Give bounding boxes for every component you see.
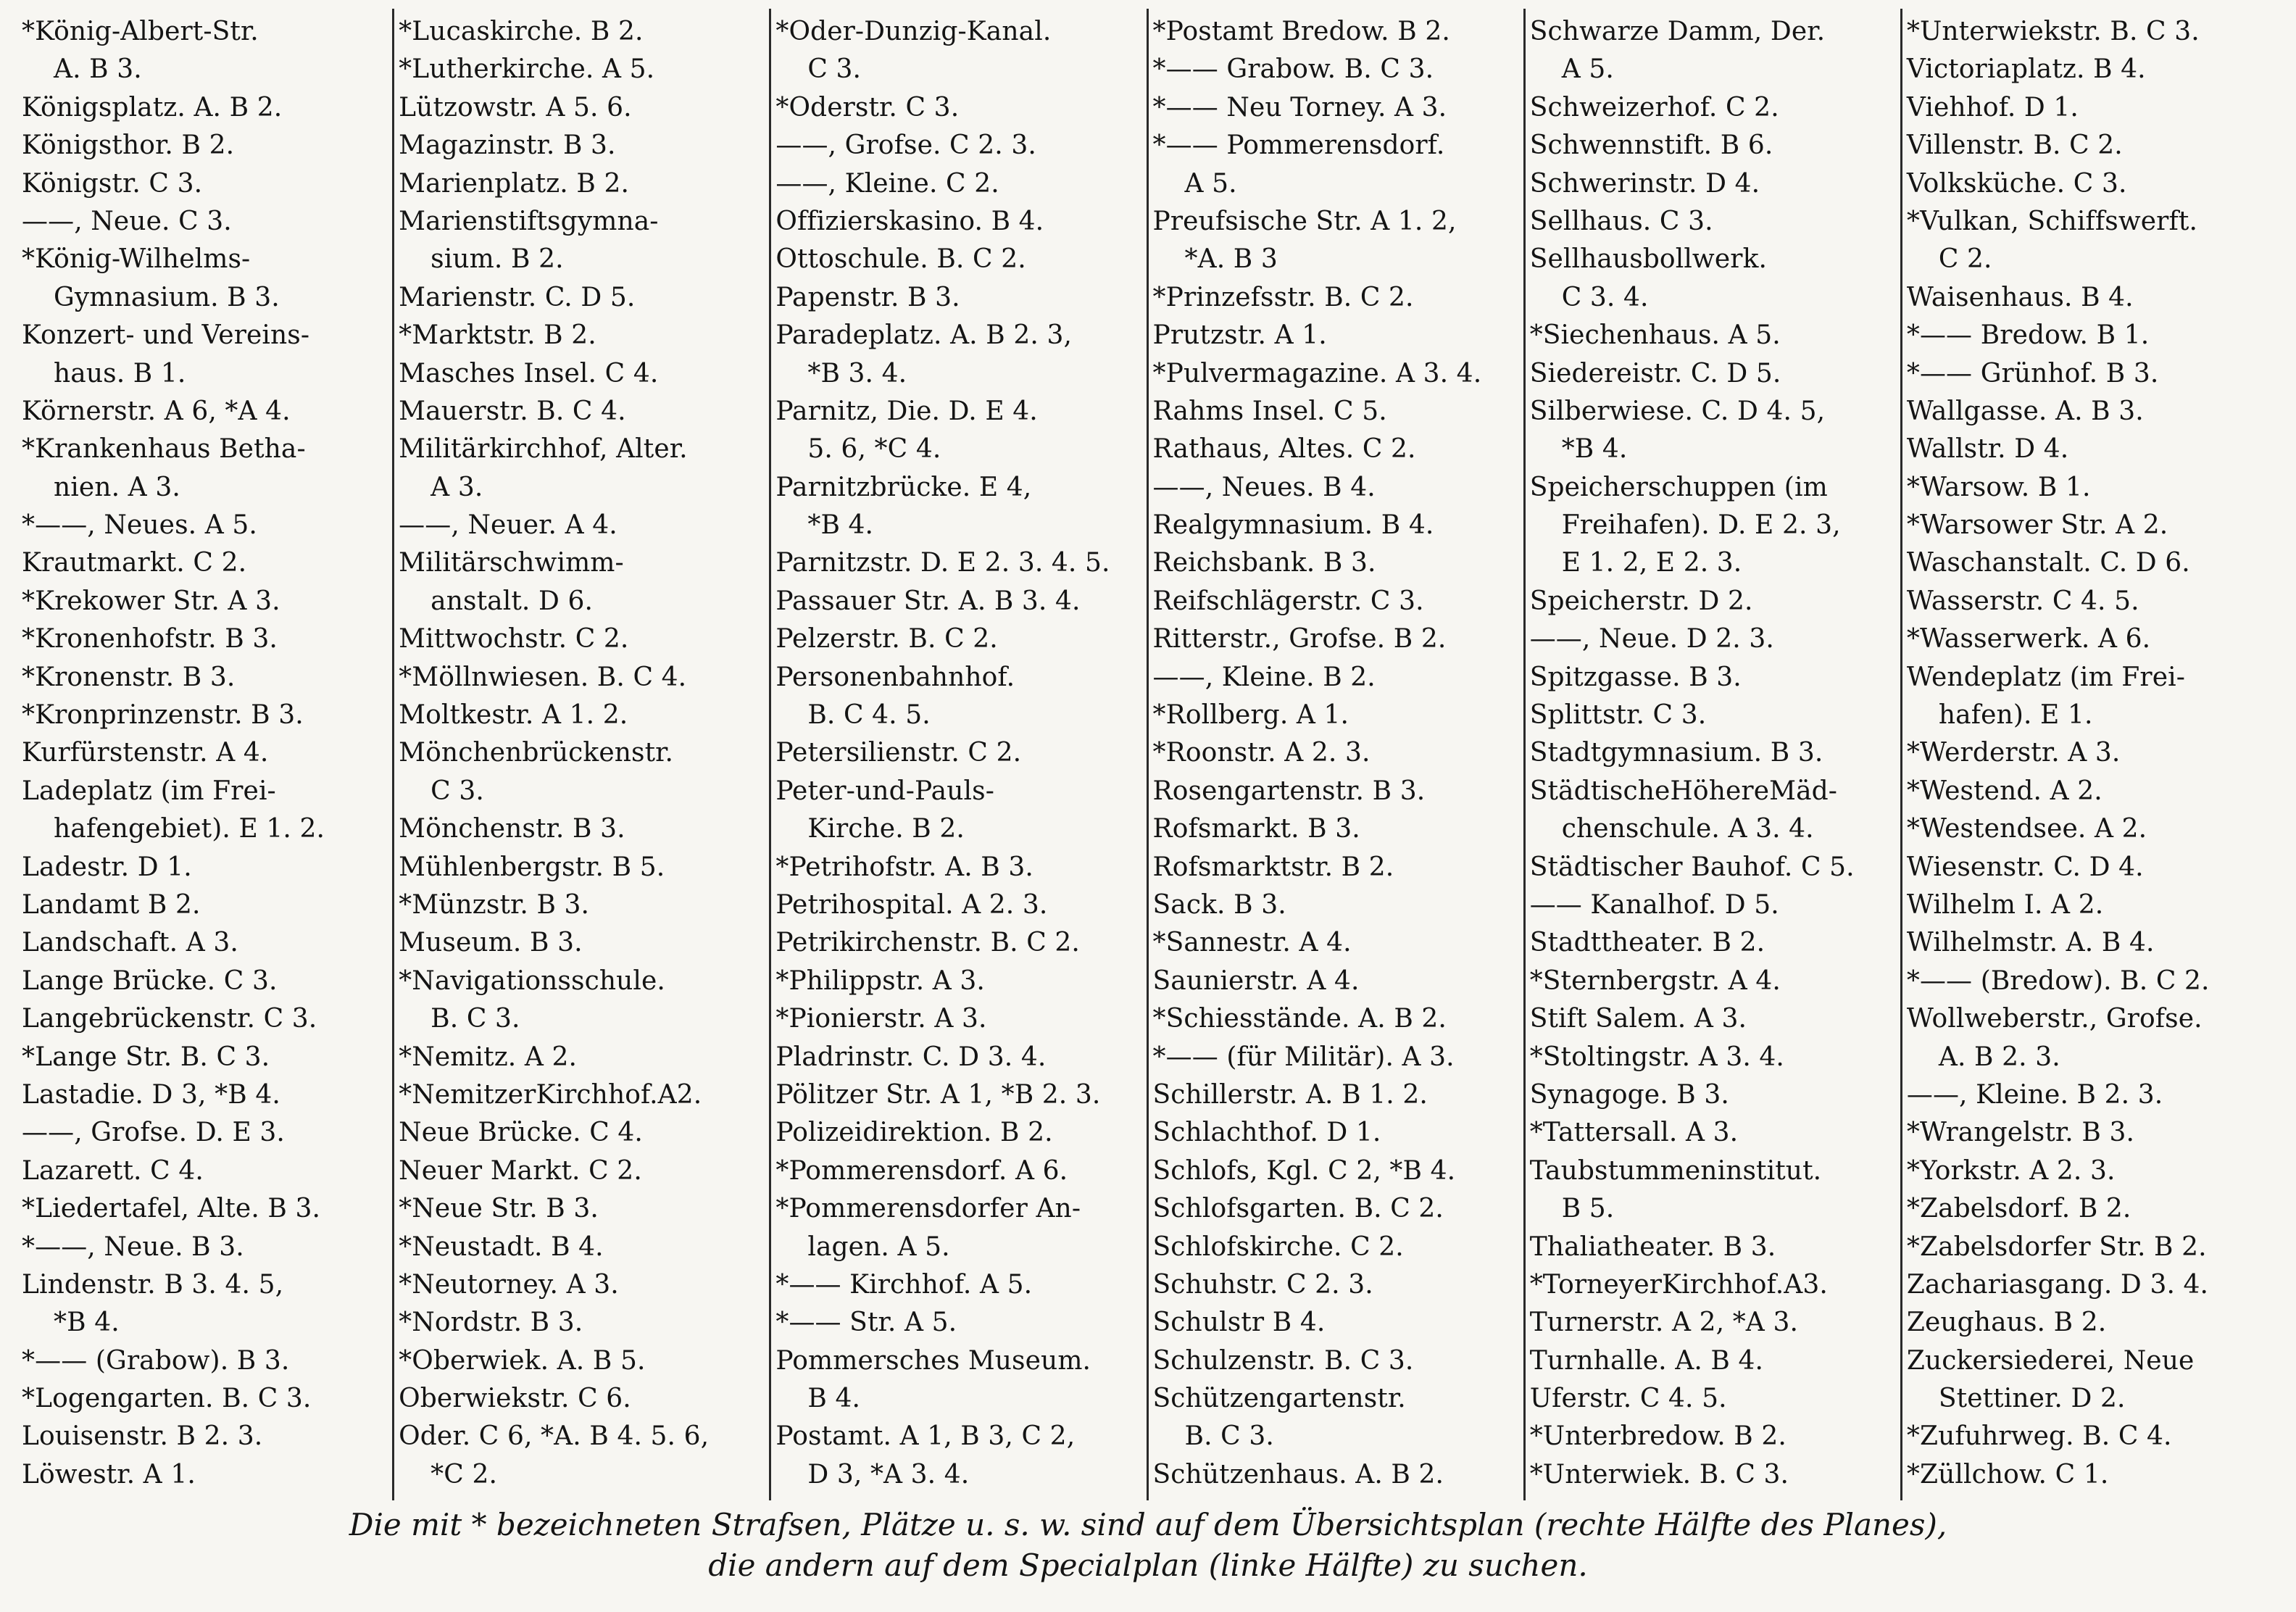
index-entry: Rahms Insel. C 5. xyxy=(1152,396,1387,426)
index-entry: Preufsische Str. A 1. 2, xyxy=(1152,206,1457,236)
index-entry: Pölitzer Str. A 1, *B 2. 3. xyxy=(775,1079,1101,1110)
index-entry: *Krekower Str. A 3. xyxy=(22,586,280,616)
index-entry: *—— Bredow. B 1. xyxy=(1906,320,2150,351)
index-entry: *—— Pommerensdorf. xyxy=(1152,130,1445,161)
index-entry: ——, Kleine. B 2. 3. xyxy=(1906,1079,2163,1110)
index-entry: Wilhelm I. A 2. xyxy=(1906,889,2104,920)
index-entry: Stift Salem. A 3. xyxy=(1529,1004,1747,1034)
index-entry: Waisenhaus. B 4. xyxy=(1906,282,2134,312)
index-entry: *Unterbredow. B 2. xyxy=(1529,1421,1787,1452)
index-entry: *Marktstr. B 2. xyxy=(399,320,596,351)
index-column-4 xyxy=(1149,9,1526,1500)
index-entry: Marienstiftsgymna- xyxy=(399,206,659,236)
index-entry: Stadttheater. B 2. xyxy=(1529,928,1765,958)
footnote xyxy=(19,1505,2277,1586)
index-entry: Reifschlägerstr. C 3. xyxy=(1152,586,1424,616)
index-entry: *—— Str. A 5. xyxy=(775,1308,957,1338)
index-entry: Zeughaus. B 2. xyxy=(1906,1308,2107,1338)
index-entry: Victoriaplatz. B 4. xyxy=(1906,54,2146,85)
index-entry: Siedereistr. C. D 5. xyxy=(1529,358,1781,389)
index-entry: Prutzstr. A 1. xyxy=(1152,320,1327,351)
index-entry: A 5. xyxy=(1561,54,1614,85)
index-entry: *König-Wilhelms- xyxy=(22,244,251,275)
index-entry: *Neutorney. A 3. xyxy=(399,1269,619,1300)
index-entry: C 3. xyxy=(430,776,484,806)
index-entry: ——, Neue. D 2. 3. xyxy=(1529,624,1774,655)
index-entry: Reichsbank. B 3. xyxy=(1152,548,1376,578)
index-entry: Parnitz, Die. D. E 4. xyxy=(775,396,1038,426)
index-entry: Rathaus, Altes. C 2. xyxy=(1152,434,1416,465)
index-entry: Stadtgymnasium. B 3. xyxy=(1529,738,1823,768)
index-entry: Schulstr B 4. xyxy=(1152,1308,1326,1338)
index-entry: Petrihospital. A 2. 3. xyxy=(775,889,1048,920)
index-entry: Kirche. B 2. xyxy=(807,814,965,844)
index-entry: Pelzerstr. B. C 2. xyxy=(775,624,998,655)
index-entry: haus. B 1. xyxy=(54,358,186,389)
index-entry: Militärschwimm- xyxy=(399,548,624,578)
index-entry: Mönchenbrückenstr. xyxy=(399,738,674,768)
index-entry: *TorneyerKirchhof.A3. xyxy=(1529,1269,1828,1300)
index-entry: chenschule. A 3. 4. xyxy=(1561,814,1814,844)
index-entry: *Pionierstr. A 3. xyxy=(775,1004,987,1034)
index-entry: A 3. xyxy=(430,472,483,502)
index-entry: *Nemitz. A 2. xyxy=(399,1042,578,1072)
index-entry: Wasserstr. C 4. 5. xyxy=(1906,586,2139,616)
index-column-1 xyxy=(19,9,394,1500)
index-entry: Lützowstr. A 5. 6. xyxy=(399,92,632,122)
index-entry: E 1. 2, E 2. 3. xyxy=(1561,548,1742,578)
index-entry: Kurfürstenstr. A 4. xyxy=(22,738,269,768)
index-entry: Schlofs, Kgl. C 2, *B 4. xyxy=(1152,1155,1456,1186)
index-entry: *Zufuhrweg. B. C 4. xyxy=(1906,1421,2172,1452)
index-entry: *Westend. A 2. xyxy=(1906,776,2102,806)
index-entry: Sellhaus. C 3. xyxy=(1529,206,1713,236)
index-entry: Moltkestr. A 1. 2. xyxy=(399,700,628,731)
index-entry: Schulzenstr. B. C 3. xyxy=(1152,1345,1414,1376)
index-entry: A. B 2. 3. xyxy=(1938,1042,2060,1072)
index-entry: Saunierstr. A 4. xyxy=(1152,965,1360,996)
index-entry: *Liedertafel, Alte. B 3. xyxy=(22,1194,321,1224)
index-entry: C 2. xyxy=(1938,244,1992,275)
index-entry: ——, Neues. B 4. xyxy=(1152,472,1376,502)
index-entry: *Oder-Dunzig-Kanal. xyxy=(775,17,1052,46)
index-entry: Masches Insel. C 4. xyxy=(399,358,659,389)
index-entry: —— Kanalhof. D 5. xyxy=(1529,889,1779,920)
index-entry: Ladestr. D 1. xyxy=(22,852,192,882)
index-entry: Lindenstr. B 3. 4. 5, xyxy=(22,1269,284,1300)
index-entry: Polizeidirektion. B 2. xyxy=(775,1118,1053,1148)
index-entry: *Prinzefsstr. B. C 2. xyxy=(1152,282,1414,312)
index-entry: nien. A 3. xyxy=(54,472,180,502)
index-entry: Louisenstr. B 2. 3. xyxy=(22,1421,263,1452)
index-entry: *Pommerensdorf. A 6. xyxy=(775,1155,1068,1186)
index-column-3 xyxy=(771,9,1148,1500)
index-entry: Waschanstalt. C. D 6. xyxy=(1906,548,2190,578)
index-entry: lagen. A 5. xyxy=(807,1231,950,1262)
index-entry: Freihafen). D. E 2. 3, xyxy=(1561,510,1841,541)
index-entry: B. C 3. xyxy=(1184,1421,1274,1452)
index-entry: *Warsow. B 1. xyxy=(1906,472,2091,502)
index-entry: Schwerinstr. D 4. xyxy=(1529,168,1760,199)
index-entry: Mühlenbergstr. B 5. xyxy=(399,852,665,882)
index-entry: *—— Neu Torney. A 3. xyxy=(1152,92,1447,122)
index-entry: *——, Neue. B 3. xyxy=(22,1231,244,1262)
index-entry: Schützenhaus. A. B 2. xyxy=(1152,1459,1444,1490)
index-entry: *—— (für Militär). A 3. xyxy=(1152,1042,1455,1072)
index-entry: C 3. xyxy=(807,54,862,85)
index-entry: Zuckersiederei, Neue xyxy=(1906,1345,2195,1376)
index-entry: Wallstr. D 4. xyxy=(1906,434,2069,465)
index-entry: *Züllchow. C 1. xyxy=(1906,1459,2109,1490)
index-entry: *Münzstr. B 3. xyxy=(399,889,590,920)
index-entry: B 4. xyxy=(807,1384,860,1414)
index-entry: Lange Brücke. C 3. xyxy=(22,965,278,996)
index-entry: *——, Neues. A 5. xyxy=(22,510,257,541)
index-entry: Schuhstr. C 2. 3. xyxy=(1152,1269,1373,1300)
index-entry: Mönchenstr. B 3. xyxy=(399,814,625,844)
index-entry: *Kronprinzenstr. B 3. xyxy=(22,700,304,731)
index-entry: *B 4. xyxy=(807,510,874,541)
index-entry: Landamt B 2. xyxy=(22,889,201,920)
index-entry: Sellhausbollwerk. xyxy=(1529,244,1768,275)
index-entry: Peter-und-Pauls- xyxy=(775,776,994,806)
index-entry: Marienplatz. B 2. xyxy=(399,168,629,199)
index-entry: ——, Neue. C 3. xyxy=(22,206,232,236)
index-entry: Schwarze Damm, Der. xyxy=(1529,17,1826,46)
index-entry: Marienstr. C. D 5. xyxy=(399,282,636,312)
index-entry: *Möllnwiesen. B. C 4. xyxy=(399,662,687,692)
index-entry: *Petrihofstr. A. B 3. xyxy=(775,852,1033,882)
index-entry: Körnerstr. A 6, *A 4. xyxy=(22,396,291,426)
index-entry: *Pulvermagazine. A 3. 4. xyxy=(1152,358,1482,389)
index-entry: *B 4. xyxy=(54,1308,120,1338)
index-entry: Sack. B 3. xyxy=(1152,889,1286,920)
index-entry: Villenstr. B. C 2. xyxy=(1906,130,2123,161)
index-entry: ——, Kleine. B 2. xyxy=(1152,662,1376,692)
index-entry: Rofsmarktstr. B 2. xyxy=(1152,852,1394,882)
index-entry: 5. 6, *C 4. xyxy=(807,434,941,465)
index-entry: *Lange Str. B. C 3. xyxy=(22,1042,270,1072)
index-entry: Speicherschuppen (im xyxy=(1529,472,1828,502)
index-entry: StädtischeHöhereMäd- xyxy=(1529,776,1838,806)
index-entry: *König-Albert-Str. xyxy=(22,17,259,46)
index-entry: Mittwochstr. C 2. xyxy=(399,624,629,655)
index-entry: Realgymnasium. B 4. xyxy=(1152,510,1434,541)
index-entry: *Siechenhaus. A 5. xyxy=(1529,320,1781,351)
index-entry: Schlachthof. D 1. xyxy=(1152,1118,1381,1148)
index-entry: Gymnasium. B 3. xyxy=(54,282,280,312)
index-entry: Taubstummeninstitut. xyxy=(1529,1155,1822,1186)
index-entry: hafen). E 1. xyxy=(1938,700,2093,731)
index-entry: Speicherstr. D 2. xyxy=(1529,586,1753,616)
index-entry: Lazarett. C 4. xyxy=(22,1155,204,1186)
index-entry: *A. B 3 xyxy=(1184,244,1278,275)
index-entry: Turnhalle. A. B 4. xyxy=(1529,1345,1764,1376)
index-entry: *Schiesstände. A. B 2. xyxy=(1152,1004,1447,1034)
index-entry: Landschaft. A 3. xyxy=(22,928,238,958)
index-entry: Königstr. C 3. xyxy=(22,168,203,199)
index-entry: *Westendsee. A 2. xyxy=(1906,814,2147,844)
index-entry: Silberwiese. C. D 4. 5, xyxy=(1529,396,1826,426)
index-entry: *Oderstr. C 3. xyxy=(775,92,960,122)
index-entry: *—— Grünhof. B 3. xyxy=(1906,358,2159,389)
index-entry: *Kronenhofstr. B 3. xyxy=(22,624,278,655)
index-entry: Schweizerhof. C 2. xyxy=(1529,92,1779,122)
index-entry: B. C 4. 5. xyxy=(807,700,931,731)
index-entry: Viehhof. D 1. xyxy=(1906,92,2079,122)
index-entry: *NemitzerKirchhof.A2. xyxy=(399,1079,702,1110)
index-entry: Uferstr. C 4. 5. xyxy=(1529,1384,1727,1414)
index-entry: Militärkirchhof, Alter. xyxy=(399,434,688,465)
index-entry: *Tattersall. A 3. xyxy=(1529,1118,1739,1148)
index-entry: Krautmarkt. C 2. xyxy=(22,548,247,578)
index-entry: Schwennstift. B 6. xyxy=(1529,130,1773,161)
index-entry: *Wasserwerk. A 6. xyxy=(1906,624,2151,655)
index-entry: *Sannestr. A 4. xyxy=(1152,928,1352,958)
index-entry: Wollweberstr., Grofse. xyxy=(1906,1004,2203,1034)
index-entry: Passauer Str. A. B 3. 4. xyxy=(775,586,1081,616)
index-entry: *Lucaskirche. B 2. xyxy=(399,17,644,46)
index-entry: *Werderstr. A 3. xyxy=(1906,738,2121,768)
index-entry: *C 2. xyxy=(430,1459,498,1490)
index-entry: *—— Kirchhof. A 5. xyxy=(775,1269,1033,1300)
index-entry: *Zabelsdorfer Str. B 2. xyxy=(1906,1231,2207,1262)
index-entry: C 3. 4. xyxy=(1561,282,1649,312)
index-entry: Ritterstr., Grofse. B 2. xyxy=(1152,624,1447,655)
index-entry: Ottoschule. B. C 2. xyxy=(775,244,1026,275)
index-entry: Museum. B 3. xyxy=(399,928,583,958)
index-entry: *Vulkan, Schiffswerft. xyxy=(1906,206,2198,236)
index-entry: *Philippstr. A 3. xyxy=(775,965,985,996)
footnote-line-2: die andern auf dem Specialplan (linke Hälfte) zu suchen. xyxy=(708,1547,1588,1583)
index-entry: Pladrinstr. C. D 3. 4. xyxy=(775,1042,1047,1072)
index-columns xyxy=(19,9,2277,1500)
index-entry: *Zabelsdorf. B 2. xyxy=(1906,1194,2131,1224)
index-entry: A. B 3. xyxy=(54,54,142,85)
index-entry: Schlofsgarten. B. C 2. xyxy=(1152,1194,1444,1224)
index-entry: *Kronenstr. B 3. xyxy=(22,662,236,692)
index-entry: *Unterwiek. B. C 3. xyxy=(1529,1459,1789,1490)
index-entry: Parnitzbrücke. E 4, xyxy=(775,472,1032,502)
index-entry: *Postamt Bredow. B 2. xyxy=(1152,17,1450,46)
index-entry: Lastadie. D 3, *B 4. xyxy=(22,1079,280,1110)
index-entry: Löwestr. A 1. xyxy=(22,1459,196,1490)
index-entry: Petrikirchenstr. B. C 2. xyxy=(775,928,1080,958)
index-entry: Petersilienstr. C 2. xyxy=(775,738,1022,768)
index-entry: hafengebiet). E 1. 2. xyxy=(54,814,325,844)
index-entry: *Sternbergstr. A 4. xyxy=(1529,965,1781,996)
index-entry: *Roonstr. A 2. 3. xyxy=(1152,738,1370,768)
index-entry: Papenstr. B 3. xyxy=(775,282,960,312)
index-entry: *Nordstr. B 3. xyxy=(399,1308,583,1338)
index-entry: *Rollberg. A 1. xyxy=(1152,700,1349,731)
index-entry: Thaliatheater. B 3. xyxy=(1529,1231,1776,1262)
index-entry: Splittstr. C 3. xyxy=(1529,700,1707,731)
index-entry: Königsthor. B 2. xyxy=(22,130,235,161)
index-entry: *Logengarten. B. C 3. xyxy=(22,1384,312,1414)
index-entry: Rosengartenstr. B 3. xyxy=(1152,776,1426,806)
index-entry: Magazinstr. B 3. xyxy=(399,130,616,161)
index-entry: *Warsower Str. A 2. xyxy=(1906,510,2168,541)
index-entry: Mauerstr. B. C 4. xyxy=(399,396,626,426)
index-column-5 xyxy=(1526,9,1902,1500)
index-entry: Wendeplatz (im Frei- xyxy=(1906,662,2185,692)
index-entry: *—— Grabow. B. C 3. xyxy=(1152,54,1434,85)
index-entry: Pommersches Museum. xyxy=(775,1345,1091,1376)
index-entry: Neuer Markt. C 2. xyxy=(399,1155,642,1186)
index-entry: Wilhelmstr. A. B 4. xyxy=(1906,928,2155,958)
index-entry: A 5. xyxy=(1184,168,1237,199)
index-entry: Schillerstr. A. B 1. 2. xyxy=(1152,1079,1428,1110)
index-entry: Stettiner. D 2. xyxy=(1938,1384,2126,1414)
index-entry: Königsplatz. A. B 2. xyxy=(22,92,283,122)
index-entry: Volksküche. C 3. xyxy=(1906,168,2127,199)
index-entry: Rofsmarkt. B 3. xyxy=(1152,814,1360,844)
index-entry: B 5. xyxy=(1561,1194,1615,1224)
index-entry: D 3, *A 3. 4. xyxy=(807,1459,970,1490)
index-entry: *—— (Bredow). B. C 2. xyxy=(1906,965,2210,996)
index-entry: ——, Kleine. C 2. xyxy=(775,168,999,199)
index-entry: Turnerstr. A 2, *A 3. xyxy=(1529,1308,1798,1338)
index-entry: Oder. C 6, *A. B 4. 5. 6, xyxy=(399,1421,710,1452)
index-entry: Oberwiekstr. C 6. xyxy=(399,1384,631,1414)
index-entry: Synagoge. B 3. xyxy=(1529,1079,1729,1110)
index-column-2 xyxy=(394,9,771,1500)
index-entry: *Yorkstr. A 2. 3. xyxy=(1906,1155,2116,1186)
index-column-6 xyxy=(1902,9,2277,1500)
index-entry: Parnitzstr. D. E 2. 3. 4. 5. xyxy=(775,548,1110,578)
index-entry: Städtischer Bauhof. C 5. xyxy=(1529,852,1855,882)
index-entry: B. C 3. xyxy=(430,1004,520,1034)
index-entry: Spitzgasse. B 3. xyxy=(1529,662,1742,692)
index-entry: Postamt. A 1, B 3, C 2, xyxy=(775,1421,1076,1452)
index-entry: *Oberwiek. A. B 5. xyxy=(399,1345,646,1376)
index-entry: *—— (Grabow). B 3. xyxy=(22,1345,290,1376)
index-entry: *B 3. 4. xyxy=(807,358,907,389)
index-entry: ——, Grofse. D. E 3. xyxy=(22,1118,285,1148)
index-entry: *Lutherkirche. A 5. xyxy=(399,54,655,85)
index-entry: Ladeplatz (im Frei- xyxy=(22,776,276,806)
index-entry: ——, Neuer. A 4. xyxy=(399,510,617,541)
index-entry: Konzert- und Vereins- xyxy=(22,320,310,351)
index-entry: *Unterwiekstr. B. C 3. xyxy=(1906,17,2200,46)
index-entry: *Navigationsschule. xyxy=(399,965,665,996)
index-entry: *B 4. xyxy=(1561,434,1628,465)
index-entry: anstalt. D 6. xyxy=(430,586,594,616)
index-entry: *Neue Str. B 3. xyxy=(399,1194,599,1224)
index-entry: Wallgasse. A. B 3. xyxy=(1906,396,2144,426)
index-entry: sium. B 2. xyxy=(430,244,564,275)
index-entry: *Pommerensdorfer An- xyxy=(775,1194,1081,1224)
footnote-line-1: Die mit * bezeichneten Strafsen, Plätze u. s. w. sind auf dem Übersichtsplan (rechte Hälfte des Planes), xyxy=(349,1507,1947,1542)
index-entry: Langebrückenstr. C 3. xyxy=(22,1004,317,1034)
index-entry: Zachariasgang. D 3. 4. xyxy=(1906,1269,2209,1300)
index-entry: Schlofskirche. C 2. xyxy=(1152,1231,1404,1262)
index-entry: Wiesenstr. C. D 4. xyxy=(1906,852,2144,882)
index-entry: Personenbahnhof. xyxy=(775,662,1015,692)
index-entry: Schützengartenstr. xyxy=(1152,1384,1406,1414)
index-entry: *Stoltingstr. A 3. 4. xyxy=(1529,1042,1784,1072)
index-entry: Offizierskasino. B 4. xyxy=(775,206,1044,236)
index-entry: *Krankenhaus Betha- xyxy=(22,434,306,465)
index-entry: Paradeplatz. A. B 2. 3, xyxy=(775,320,1072,351)
index-entry: Neue Brücke. C 4. xyxy=(399,1118,643,1148)
index-entry: ——, Grofse. C 2. 3. xyxy=(775,130,1036,161)
index-entry: *Neustadt. B 4. xyxy=(399,1231,604,1262)
index-entry: *Wrangelstr. B 3. xyxy=(1906,1118,2134,1148)
